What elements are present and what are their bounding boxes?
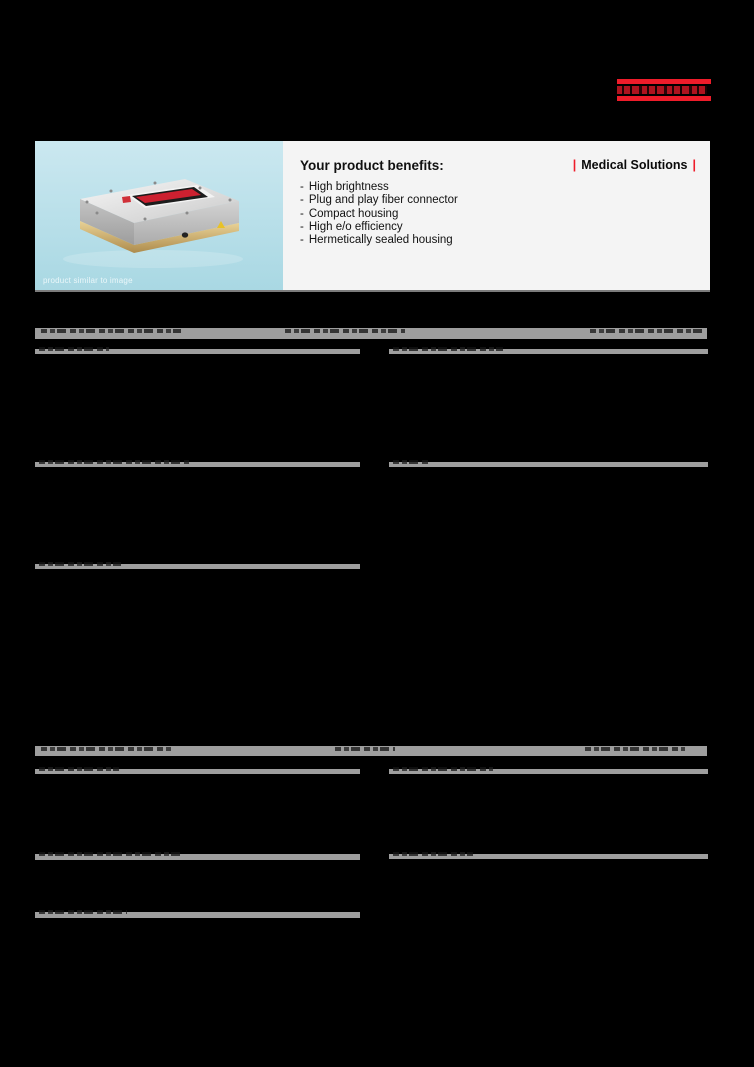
bullet: - (300, 207, 304, 220)
header-banner (35, 141, 710, 290)
benefits-panel (283, 141, 710, 290)
section-header-bar (35, 769, 360, 774)
benefit-item: - Plug and play fiber connector (300, 194, 458, 207)
benefits-list (300, 181, 696, 247)
bullet: - (300, 220, 304, 233)
benefit-item: - Compact housing (300, 207, 399, 220)
market-segment-badge (573, 158, 696, 172)
brand-logo (617, 79, 711, 101)
laser-module-illustration (35, 141, 283, 290)
section-header-bar (389, 349, 708, 354)
section-header-bar (35, 462, 360, 467)
benefits-title: Your product benefits: (300, 158, 444, 173)
bullet: - (300, 234, 304, 247)
badge-separator: | (692, 158, 696, 172)
badge-label: Medical Solutions (581, 158, 688, 172)
section-header-bar (35, 746, 707, 756)
bullet: - (300, 194, 304, 207)
section-header-bar (35, 349, 360, 354)
benefit-item: - High e/o efficiency (300, 220, 403, 233)
logo-top-bar-icon (617, 79, 711, 84)
section-header-bar (389, 854, 708, 859)
logo-wordmark-illegible-icon (617, 86, 707, 94)
bullet: - (300, 181, 304, 193)
section-header-bar (389, 769, 708, 774)
logo-bottom-bar-icon (617, 96, 711, 101)
benefit-item: - High brightness (300, 181, 389, 193)
section-header-bar (35, 854, 360, 860)
section-header-bar (389, 462, 708, 467)
section-header-bar (35, 328, 707, 339)
section-header-bar (35, 564, 360, 569)
banner-divider (35, 290, 710, 292)
section-header-bar (35, 912, 360, 918)
badge-separator: | (572, 158, 577, 172)
product-photo (35, 141, 283, 290)
benefit-item: - Hermetically sealed housing (300, 234, 453, 247)
photo-caption: product similar to image (43, 276, 133, 285)
